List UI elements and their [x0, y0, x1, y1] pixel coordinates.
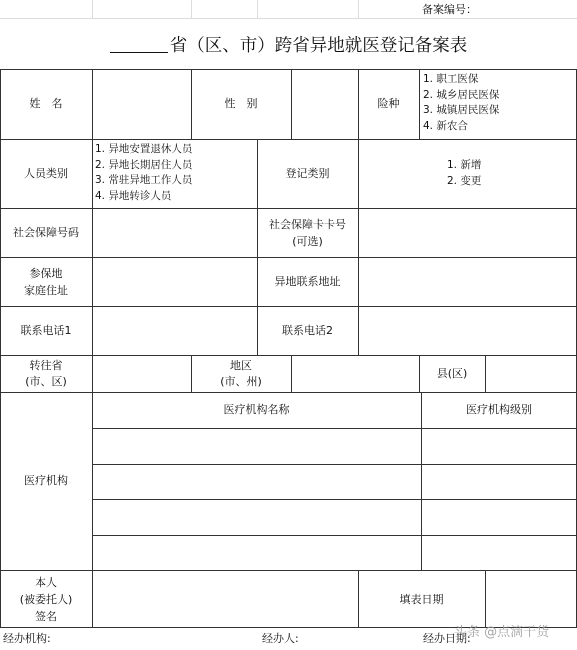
- institution-level-header: 医疗机构级别: [466, 403, 532, 416]
- insurance-label: 险种: [377, 97, 400, 110]
- insurance-option[interactable]: 4. 新农合: [423, 119, 468, 132]
- province-field[interactable]: [93, 356, 190, 391]
- reg-type-label: 登记类别: [285, 167, 330, 180]
- institution-row[interactable]: [93, 429, 576, 463]
- title-blank[interactable]: [110, 34, 168, 53]
- person-type-option[interactable]: 1. 异地安置退休人员: [95, 143, 193, 155]
- reg-type-option[interactable]: 1. 新增: [447, 159, 482, 171]
- applicant-label-line3: 签名: [35, 610, 57, 623]
- insurance-option[interactable]: 3. 城镇居民医保: [423, 104, 500, 116]
- insurance-option[interactable]: 2. 城乡居民医保: [423, 88, 500, 101]
- phone1-field[interactable]: [93, 307, 256, 354]
- gender-field[interactable]: [292, 70, 357, 138]
- card-label-line1: 社会保障卡卡号: [269, 218, 346, 231]
- watermark-text: 头条 @点滴干货: [454, 625, 550, 640]
- card-field[interactable]: [359, 209, 575, 256]
- handle-date-label: 经办日期:: [423, 632, 471, 645]
- institution-label: 医疗机构: [24, 474, 68, 487]
- applicant-label-line1: 本人: [35, 576, 57, 589]
- home-address-field[interactable]: [93, 258, 256, 305]
- gender-label: 性 别: [224, 97, 258, 110]
- phone2-label: 联系电话2: [282, 324, 333, 337]
- fill-date-label: 填表日期: [399, 593, 444, 606]
- province-label-line1: 转往省: [29, 359, 63, 372]
- agency-label: 经办机构:: [3, 632, 51, 645]
- person-type-option[interactable]: 2. 异地长期居住人员: [95, 158, 193, 171]
- person-type-option[interactable]: 4. 异地转诊人员: [95, 189, 172, 202]
- province-label-line2: (市、区): [25, 375, 67, 388]
- region-field[interactable]: [292, 356, 418, 391]
- institution-row[interactable]: [93, 465, 576, 498]
- person-type-label: 人员类别: [24, 167, 68, 180]
- ssn-field[interactable]: [93, 209, 256, 256]
- name-label: 姓 名: [29, 97, 63, 110]
- county-field[interactable]: [486, 356, 575, 391]
- institution-row[interactable]: [93, 536, 576, 569]
- applicant-label-line2: (被委托人): [19, 593, 73, 606]
- form-title: [0, 34, 577, 58]
- fill-date-field[interactable]: [486, 571, 575, 626]
- home-label-line2: 家庭住址: [24, 284, 68, 297]
- phone2-field[interactable]: [359, 307, 575, 354]
- region-label-line2: (市、州): [220, 375, 262, 388]
- remote-address-label: 异地联系地址: [274, 275, 341, 288]
- handler-label: 经办人:: [262, 632, 299, 645]
- phone1-label: 联系电话1: [20, 324, 72, 337]
- remote-address-field[interactable]: [359, 258, 575, 305]
- home-label-line1: 参保地: [29, 267, 63, 280]
- county-label: 县(区): [436, 367, 468, 380]
- institution-name-header: 医疗机构名称: [223, 403, 290, 416]
- ssn-label: 社会保障号码: [13, 226, 79, 239]
- institution-row[interactable]: [93, 500, 576, 534]
- reg-type-options: [447, 158, 481, 189]
- card-label-line2: (可选): [292, 235, 323, 248]
- reg-type-option[interactable]: 2. 变更: [447, 174, 482, 187]
- record-number-label: 备案编号：: [422, 3, 477, 16]
- title-text: 省（区、市）跨省异地就医登记备案表: [169, 36, 468, 56]
- insurance-options: [423, 72, 499, 134]
- person-type-option[interactable]: 3. 常驻异地工作人员: [95, 174, 193, 186]
- insurance-option[interactable]: 1. 职工医保: [423, 73, 479, 85]
- signature-field[interactable]: [93, 571, 357, 626]
- name-field[interactable]: [93, 70, 190, 138]
- region-label-line1: 地区: [230, 359, 252, 372]
- person-type-options: [95, 142, 192, 204]
